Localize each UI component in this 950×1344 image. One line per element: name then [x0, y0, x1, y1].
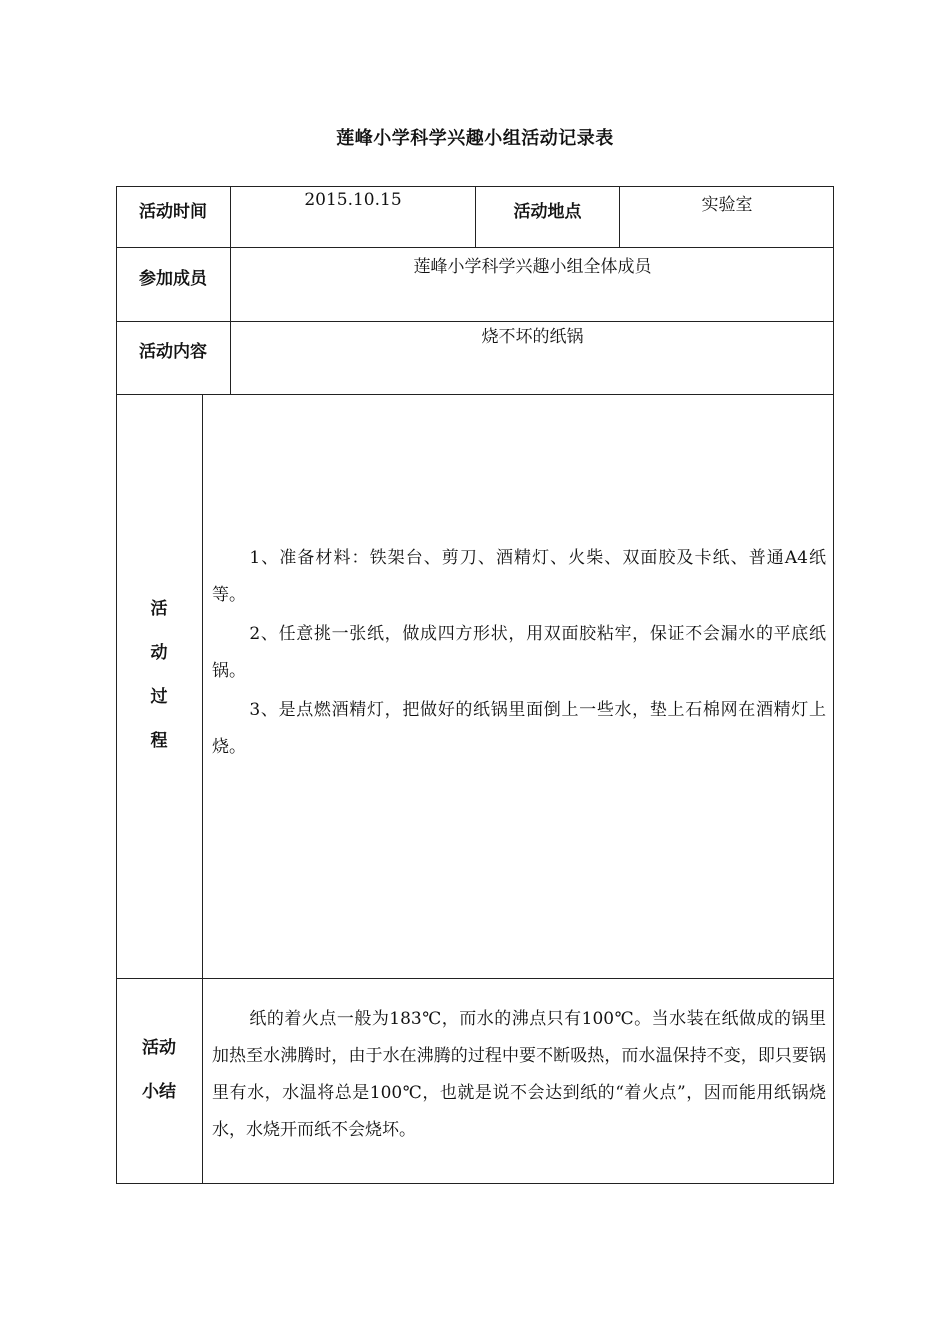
content-label: 活动内容: [139, 342, 207, 362]
process-label-char: 活: [150, 599, 168, 619]
activity-time-label: 活动时间: [139, 202, 207, 222]
row-divider: [116, 978, 834, 979]
process-step: 1、准备材料：铁架台、剪刀、酒精灯、火柴、双面胶及卡纸、普通A4纸等。: [212, 548, 826, 605]
activity-place-label: 活动地点: [513, 202, 582, 222]
process-label-char: 动: [150, 643, 168, 663]
row-divider: [116, 247, 834, 248]
summary-label-line: 小结: [142, 1082, 176, 1102]
summary-label-line: 活动: [142, 1038, 176, 1058]
summary-label: [116, 1026, 202, 1114]
process-step: 3、是点燃酒精灯，把做好的纸锅里面倒上一些水，垫上石棉网在酒精灯上烧。: [212, 700, 826, 757]
members-label: 参加成员: [139, 269, 207, 289]
column-divider: [230, 186, 231, 394]
document-title: 莲峰小学科学兴趣小组活动记录表: [336, 128, 614, 149]
process-label-char: 程: [150, 731, 168, 751]
members-value: 莲峰小学科学兴趣小组全体成员: [413, 257, 652, 277]
content-value: 烧不坏的纸锅: [481, 327, 584, 347]
process-step: 2、任意挑一张纸，做成四方形状，用双面胶粘牢，保证不会漏水的平底纸锅。: [212, 624, 826, 681]
activity-time-value: 2015.10.15: [304, 190, 402, 210]
column-divider: [202, 394, 203, 1184]
row-divider: [116, 394, 834, 395]
activity-place-value: 实验室: [701, 195, 753, 215]
process-label: [116, 587, 202, 763]
process-label-char: 过: [150, 687, 168, 707]
summary-text: 纸的着火点一般为183℃，而水的沸点只有100℃。当水装在纸做成的锅里加热至水沸腾时，由于水在沸腾的过程中要不断吸热，而水温保持不变，即只要锅里有水，水温将总是100℃，也就是说不会达到纸的“着火点”，因而能用纸锅烧水，水烧开而纸不会烧坏。: [212, 1009, 826, 1140]
